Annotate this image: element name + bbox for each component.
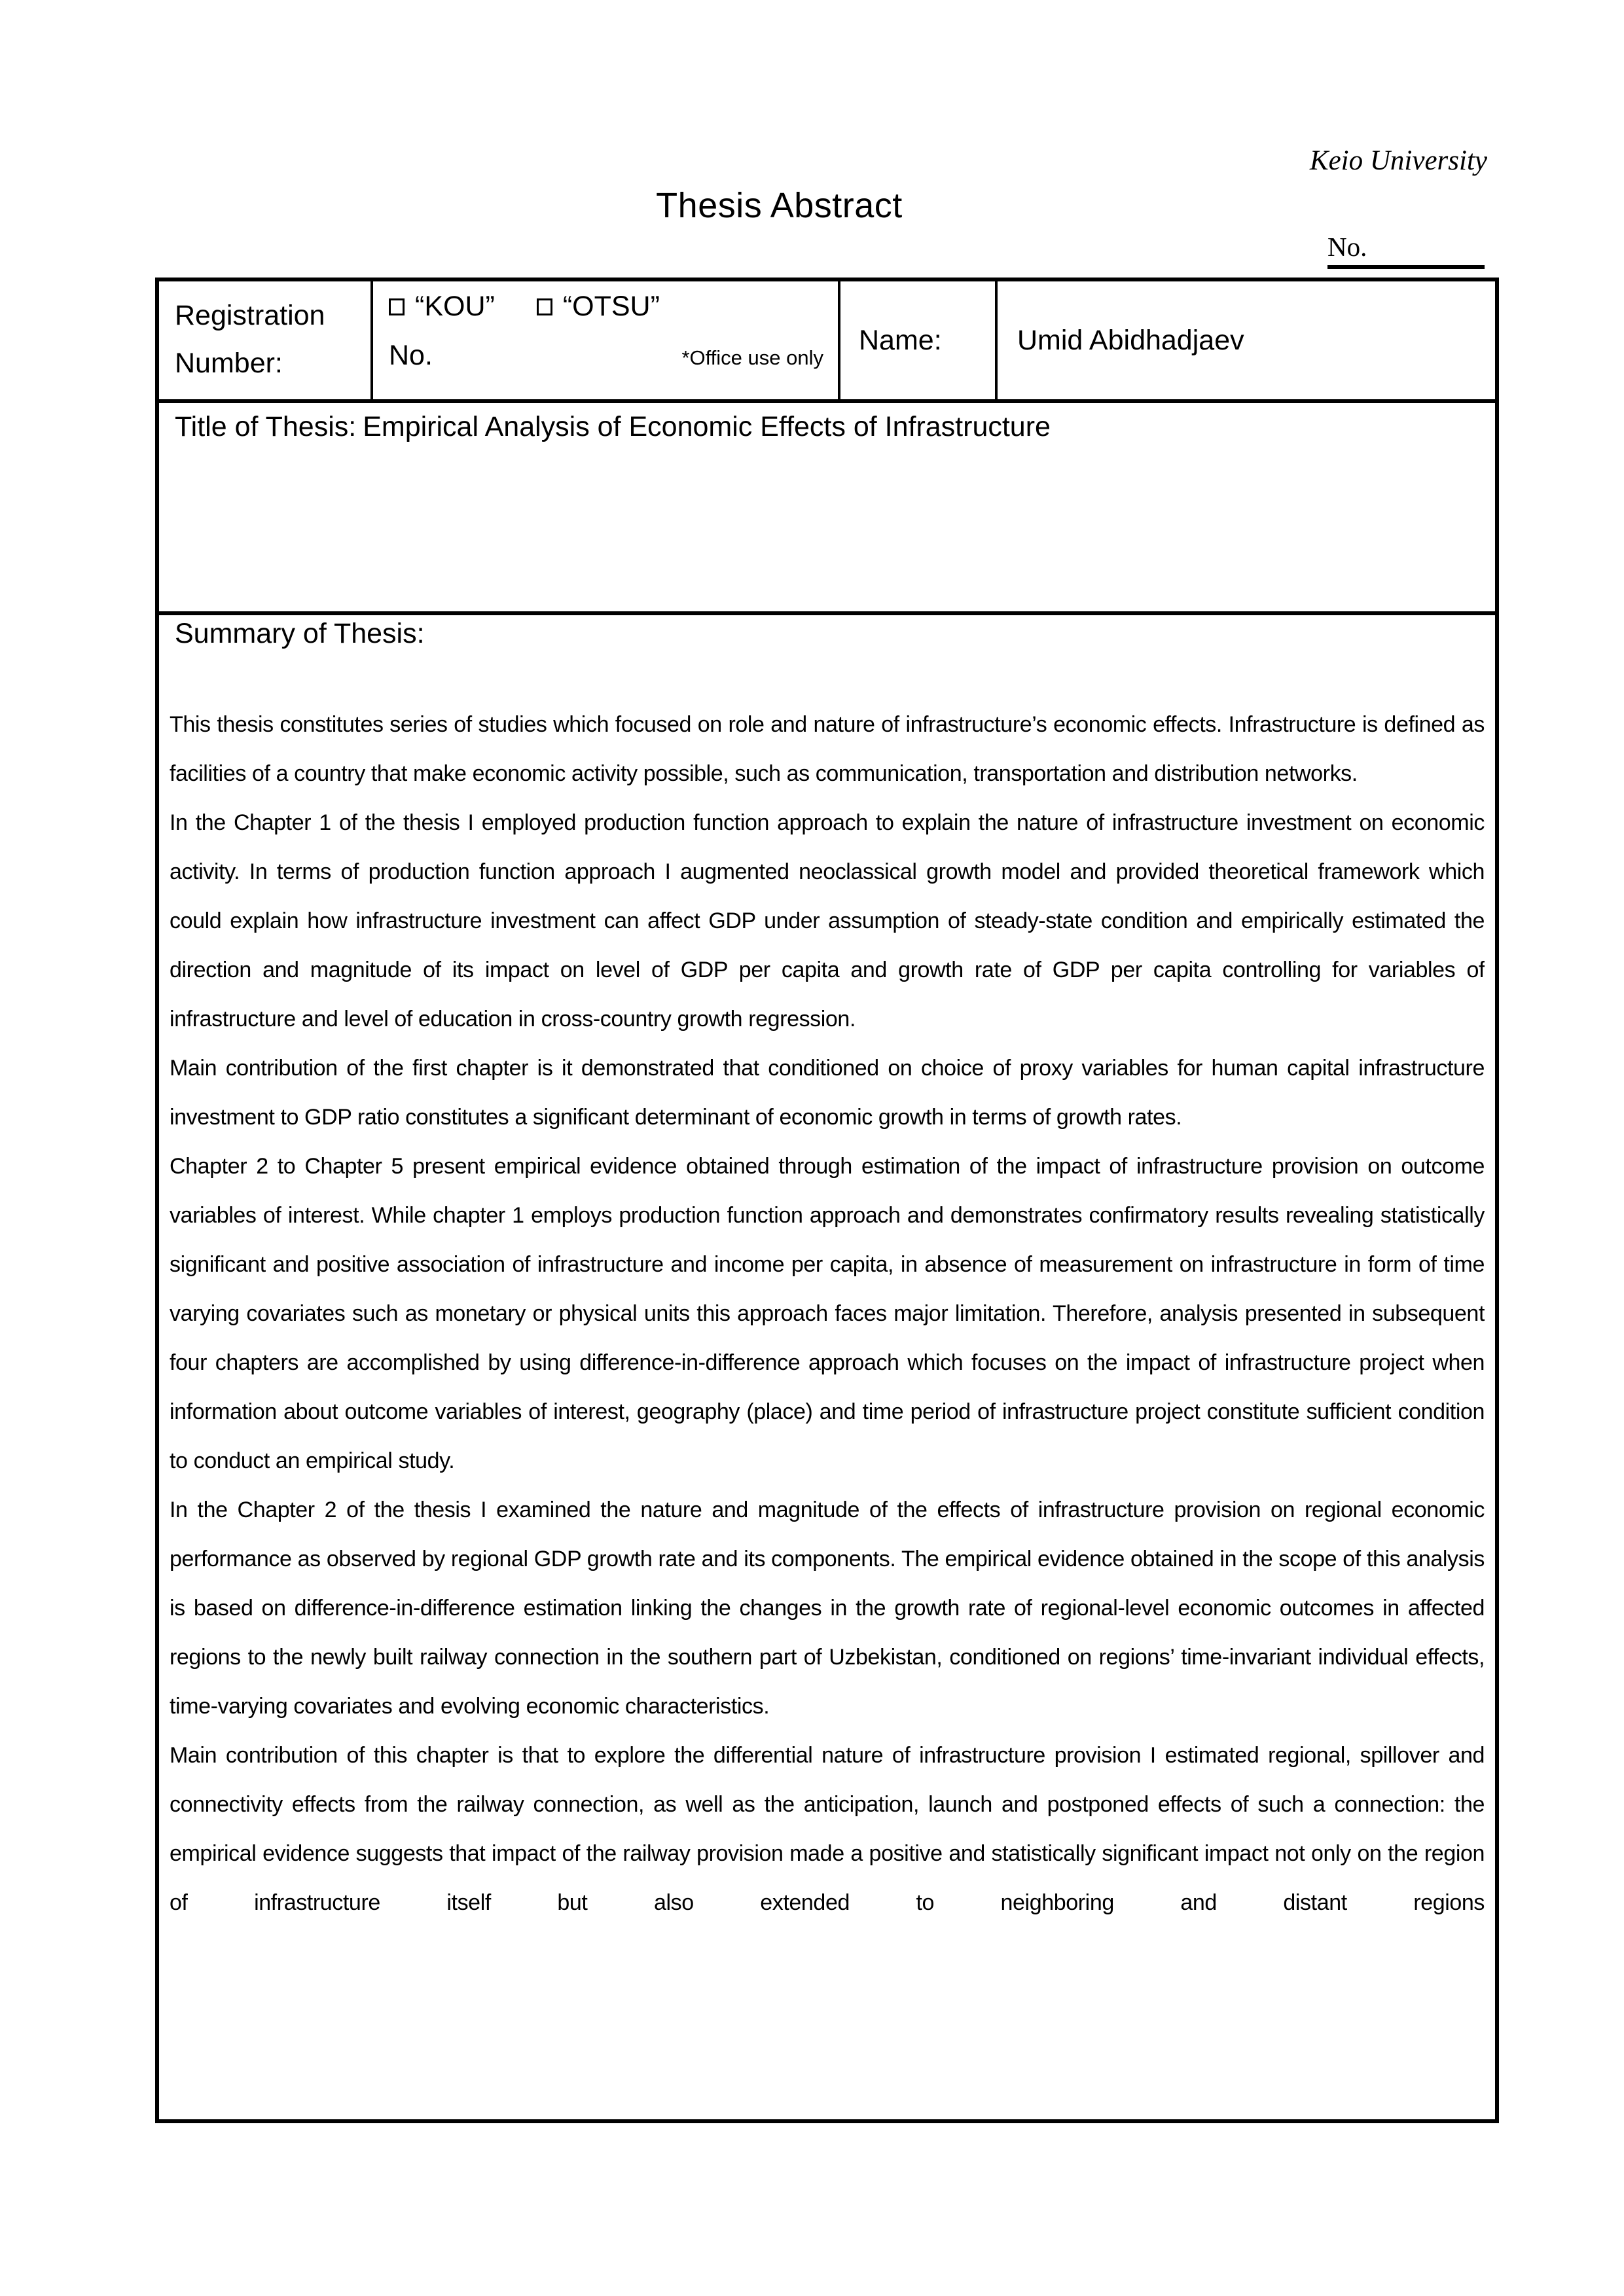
thesis-form-table	[155, 278, 1499, 2123]
thesis-title-value: Empirical Analysis of Economic Effects of Infrastructure	[363, 411, 1051, 442]
summary-paragraph: In the Chapter 2 of the thesis I examined the nature and magnitude of the effects of infrastructure provision on regional economic performance as observed by regional GDP growth rate and its components. The empirical evidence obtained in the scope of this analysis is based on difference-in-difference estimation linking the changes in the growth rate of regional-level economic outcomes in affected regions to the newly built railway connection in the southern part of Uzbekistan, conditioned on regions’ time-invariant individual effects, time-varying covariates and evolving economic characteristics.	[170, 1498, 1485, 1719]
summary-paragraph: This thesis constitutes series of studies which focused on role and nature of infrastructure’s economic effects. Infrastructure is defined as facilities of a country that make economic activity possible, such as communication, transportation and distribution networks.	[170, 712, 1485, 786]
otsu-label: “OTSU”	[562, 291, 660, 322]
summary-paragraph: Main contribution of this chapter is that to explore the differential nature of infrastructure provision I estimated regional, spillover and connectivity effects from the railway connection, as well as the anticipation, launch and postponed effects of such a connection: the empirical evidence suggests that impact of the railway provision made a positive and statistically significant impact not only on the region of infrastructure itself but also extended to neighboring and distant regions	[170, 1743, 1485, 1915]
thesis-title-row	[157, 401, 1497, 613]
summary-paragraph: Main contribution of the first chapter is it demonstrated that conditioned on choice of proxy variables for human capital infrastructure investment to GDP ratio constitutes a significant determinant of economic growth in terms of growth rates.	[170, 1056, 1485, 1130]
summary-label: Summary of Thesis:	[175, 618, 425, 649]
no-label: No.	[1327, 232, 1367, 262]
name-label: Name:	[859, 324, 942, 356]
office-use-note: *Office use only	[681, 346, 823, 369]
summary-body	[170, 700, 1485, 1928]
thesis-title-label: Title of Thesis:	[175, 411, 357, 442]
summary-paragraph: Chapter 2 to Chapter 5 present empirical evidence obtained through estimation of the impact of infrastructure provision on outcome variables of interest. While chapter 1 employs production function approach and demonstrates confirmatory results revealing statistically significant and positive association of infrastructure and income per capita, in absence of measurement on infrastructure in form of time varying covariates such as monetary or physical units this approach faces major limitation. Therefore, analysis presented in subsequent four chapters are accomplished by using difference-in-difference approach which focuses on the impact of infrastructure project when information about outcome variables of interest, geography (place) and time period of infrastructure project constitute sufficient condition to conduct an empirical study.	[170, 1154, 1485, 1473]
name-value: Umid Abidhadjaev	[1017, 324, 1244, 356]
thesis-title-cell	[157, 401, 1497, 613]
kou-checkbox-icon	[389, 298, 405, 315]
office-no-label: No.	[389, 340, 433, 371]
name-label-cell	[839, 279, 996, 401]
page-title: Thesis Abstract	[656, 186, 903, 225]
registration-label-cell	[157, 279, 372, 401]
registration-label-line1: Registration	[175, 300, 325, 331]
summary-row	[157, 613, 1497, 2121]
registration-row	[157, 279, 1497, 401]
university-name: Keio University	[1309, 145, 1487, 176]
kou-label: “KOU”	[415, 291, 495, 322]
name-value-cell	[996, 279, 1497, 401]
summary-paragraph: In the Chapter 1 of the thesis I employed production function approach to explain the nature of infrastructure investment on economic activity. In terms of production function approach I augmented neoclassical growth model and provided theoretical framework which could explain how infrastructure investment can affect GDP under assumption of steady-state condition and empirically estimated the direction and magnitude of its impact on level of GDP per capita and growth rate of GDP per capita controlling for variables of infrastructure and level of education in cross-country growth regression.	[170, 810, 1485, 1031]
no-field	[1327, 230, 1485, 269]
summary-cell	[157, 613, 1497, 2121]
otsu-checkbox-icon	[537, 298, 552, 315]
registration-label-line2: Number:	[175, 348, 283, 379]
office-use-cell	[372, 279, 839, 401]
